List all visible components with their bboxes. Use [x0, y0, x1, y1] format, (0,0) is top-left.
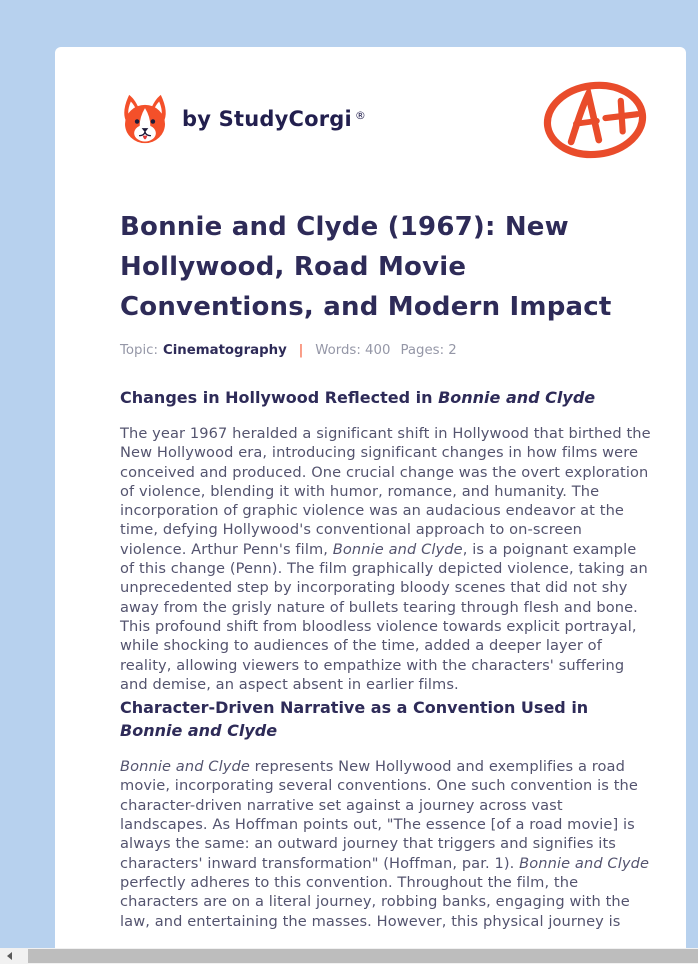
essay-meta	[120, 343, 652, 358]
pages-count: Pages: 2	[400, 343, 457, 358]
essay-card	[55, 47, 686, 948]
corgi-logo-icon	[120, 91, 170, 147]
section-heading-changes-in-hollywood: Changes in Hollywood Reflected in Bonnie and Clyde	[120, 388, 596, 407]
topic-label: Topic:	[120, 343, 158, 358]
scrollbar-left-arrow-button[interactable]	[0, 948, 18, 964]
section-paragraph-character-driven-narrative: Bonnie and Clyde represents New Hollywood and exemplifies a road movie, incorporating several conventions. One such convention is the character-driven narrative set against a journey across vast landscapes. As Hoffman points out, "The essence [of a road movie] is always the same: an outward journey that triggers and signifies its characters' inward transformation" (Hoffman, par. 1). Bonnie and Clyde perfectly adheres to this convention. Throughout the film, the characters are on a literal journey, robbing banks, engaging with the law, and entertaining the masses. However, this physical journey is	[120, 758, 650, 930]
words-count: Words: 400	[315, 343, 391, 358]
scrollbar-thumb[interactable]	[28, 949, 698, 963]
essay-title: Bonnie and Clyde (1967): New Hollywood, Road Movie Conventions, and Modern Impact	[120, 212, 612, 322]
header	[120, 77, 652, 161]
section-heading-character-driven-narrative: Character-Driven Narrative as a Convention Used in Bonnie and Clyde	[120, 698, 589, 741]
registered-trademark: ®	[354, 108, 366, 122]
left-arrow-icon	[7, 952, 12, 960]
brand-name: by StudyCorgi	[182, 107, 352, 131]
brand	[120, 91, 366, 147]
section-paragraph-changes-in-hollywood: The year 1967 heralded a significant shift in Hollywood that birthed the New Hollywood era, introducing significant changes in how films were conceived and produced. One crucial change was the overt exploration of violence, blending it with humor, romance, and humanity. The incorporation of graphic violence was an audacious endeavor at the time, defying Hollywood's conventional approach to on-screen violence. Arthur Penn's film, Bonnie and Clyde, is a poignant example of this change (Penn). The film graphically depicted violence, taking an unprecedented step by incorporating bloody scenes that did not shy away from the grisly nature of bullets tearing through flesh and bone. This profound shift from bloodless violence towards explicit portrayal, while shocking to audiences of the time, added a deeper layer of reality, allowing viewers to empathize with the characters' suffering and demise, an aspect absent in earlier films.	[120, 425, 651, 693]
a-plus-grade-icon	[542, 77, 648, 161]
horizontal-scrollbar[interactable]	[0, 948, 698, 964]
topic-link[interactable]: Cinematography	[162, 343, 287, 358]
meta-separator: |	[298, 343, 304, 358]
